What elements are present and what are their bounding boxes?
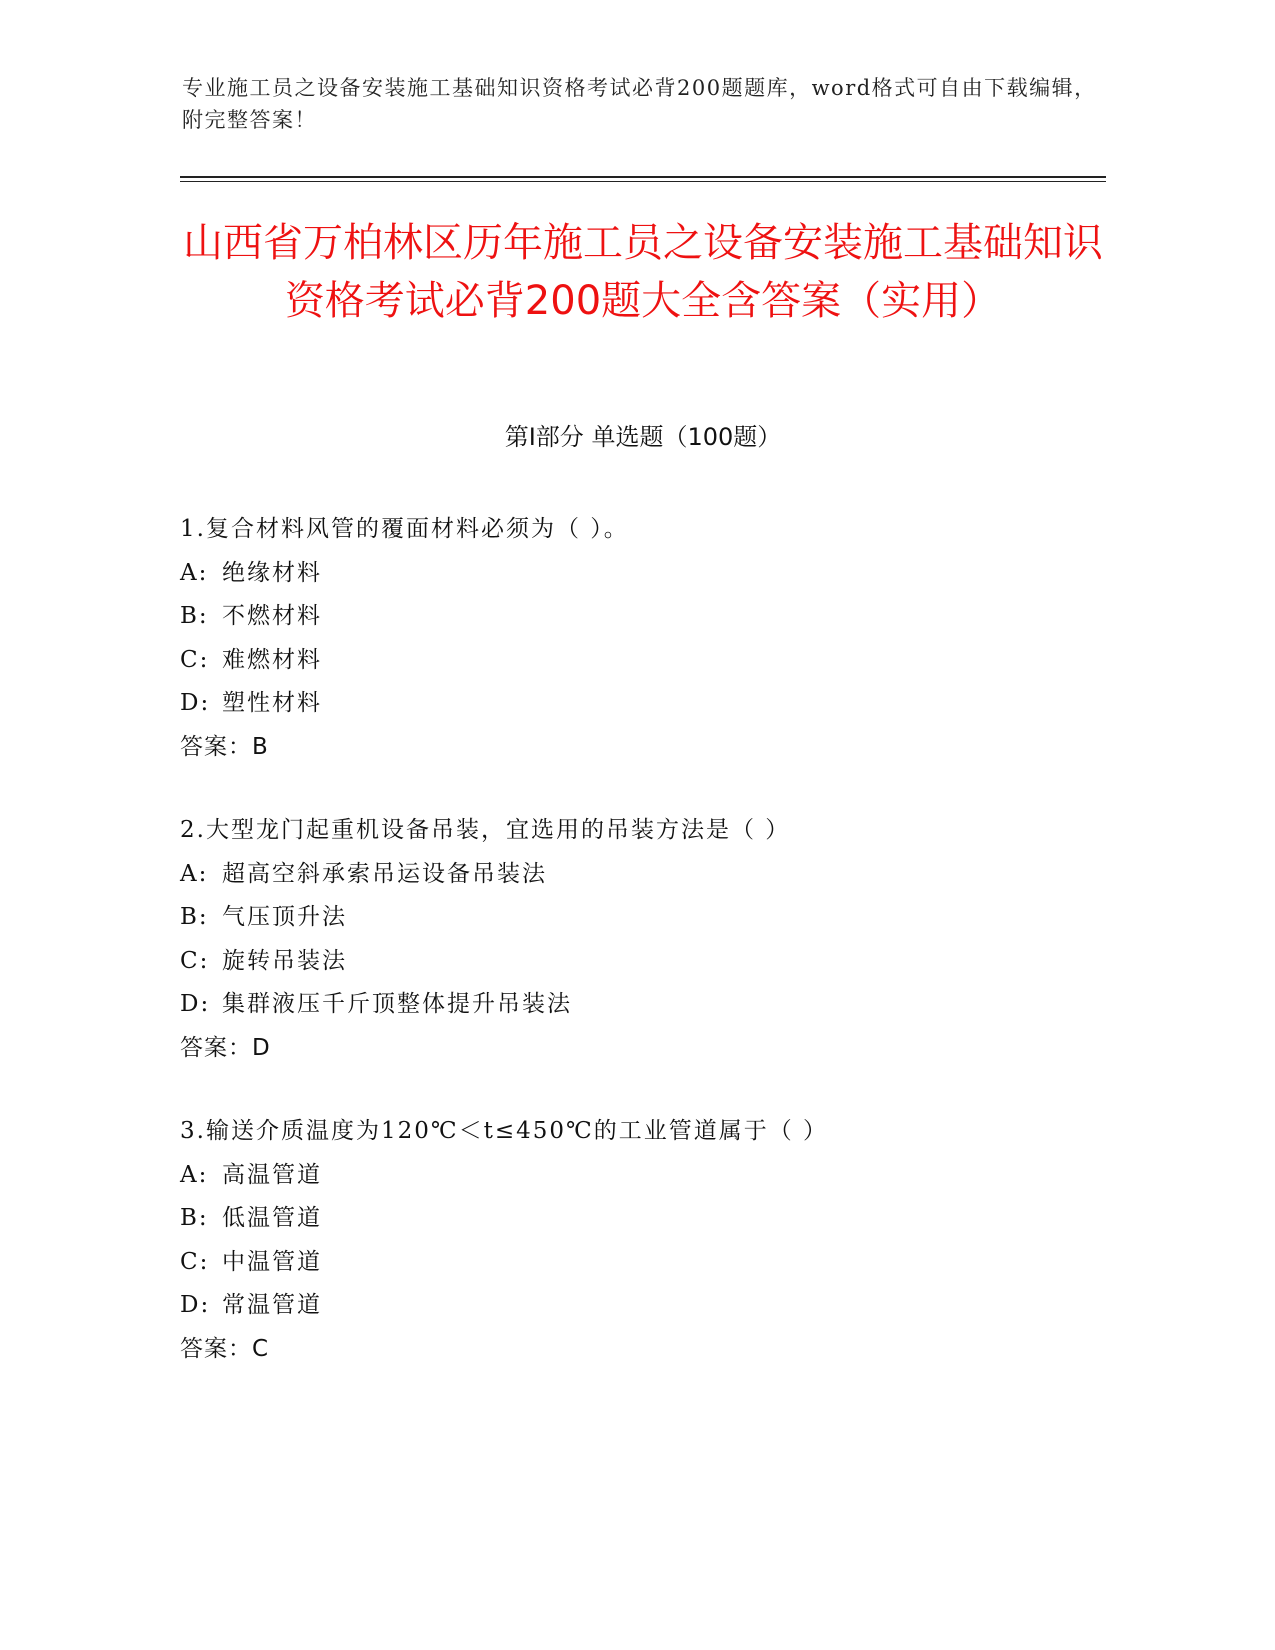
option-text: 旋转吊装法 [222,947,347,974]
option-text: 集群液压千斤顶整体提升吊装法 [222,991,572,1017]
option-text: 高温管道 [222,1161,322,1188]
option-a [180,1154,1106,1198]
option-key: D: [180,1292,211,1318]
header-divider-thin [180,181,1106,182]
option-text: 绝缘材料 [222,559,322,586]
option-text: 中温管道 [222,1248,322,1275]
option-c [180,940,1106,984]
option-key: D: [180,690,211,716]
question-stem: 2.大型龙门起重机设备吊装，宜选用的吊装方法是（ ） [180,817,791,843]
option-key: A: [180,559,209,586]
option-c [180,639,1106,683]
option-b [180,896,1106,940]
option-b [180,1197,1106,1241]
question-stem: 1.复合材料风管的覆面材料必须为（ ）。 [180,516,629,542]
answer: 答案：D [180,1034,271,1061]
section-heading: 第I部分 单选题（100题） [504,423,782,451]
option-d [180,682,1106,726]
option-key: A: [180,1161,209,1188]
answer: 答案：C [180,1335,270,1362]
header-divider-thick [180,176,1106,178]
option-key: D: [180,991,211,1017]
option-text: 塑性材料 [222,690,322,716]
option-text: 低温管道 [222,1205,322,1231]
document-title: 山西省万柏林区历年施工员之设备安装施工基础知识资格考试必背200题大全含答案（实用） [183,220,1103,324]
header-note: 专业施工员之设备安装施工基础知识资格考试必背200题题库，word格式可自由下载编辑，附完整答案！ [182,76,1097,132]
option-key: B: [180,904,209,930]
question-list [180,508,1106,1411]
option-key: C: [180,646,210,673]
option-key: B: [180,603,209,629]
question-stem: 3.输送介质温度为120℃＜t≤450℃的工业管道属于（ ） [180,1118,829,1144]
option-d [180,983,1106,1027]
option-key: C: [180,947,210,974]
option-c [180,1241,1106,1285]
option-key: B: [180,1205,209,1231]
question-1 [180,508,1106,769]
option-text: 不燃材料 [222,603,322,629]
option-text: 常温管道 [222,1292,322,1318]
option-b [180,595,1106,639]
option-text: 超高空斜承索吊运设备吊装法 [222,860,547,887]
question-2 [180,809,1106,1070]
answer: 答案：B [180,733,269,760]
option-a [180,552,1106,596]
option-d [180,1284,1106,1328]
option-a [180,853,1106,897]
option-text: 气压顶升法 [222,904,347,930]
option-key: A: [180,860,209,887]
option-text: 难燃材料 [222,646,322,673]
question-3 [180,1110,1106,1371]
option-key: C: [180,1248,210,1275]
